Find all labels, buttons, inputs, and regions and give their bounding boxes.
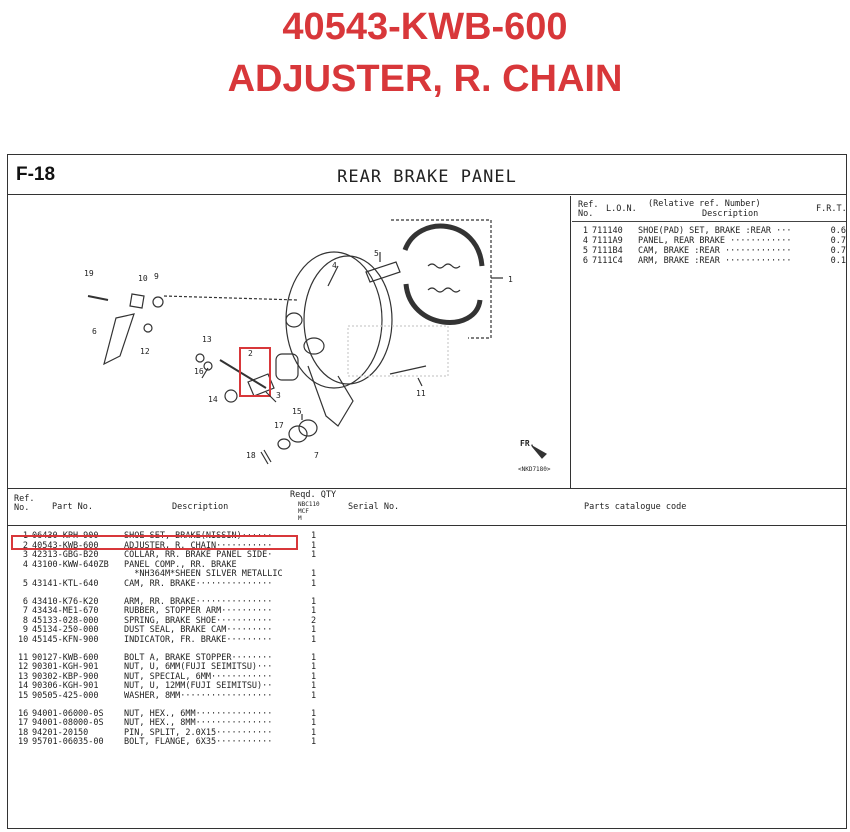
frt-cell-frt: 0.6: [830, 226, 846, 236]
frt-row: [578, 256, 846, 266]
frt-cell-ref: 4: [582, 236, 588, 246]
row-cell-ds: ARM, RR. BRAKE···············: [124, 596, 273, 607]
callout-18: 18: [246, 451, 256, 460]
row-cell-no: 8: [22, 615, 28, 626]
catalogue-code-header: Parts catalogue code: [584, 502, 687, 512]
callout-7: 7: [314, 451, 319, 460]
table-row[interactable]: [18, 550, 338, 560]
row-cell-qt: 1: [311, 681, 317, 692]
row-cell-qt: 1: [311, 606, 317, 617]
table-row[interactable]: [18, 560, 338, 570]
row-cell-ds: NUT, HEX., 8MM···············: [124, 718, 273, 729]
row-cell-ds: *NH364M*SHEEN SILVER METALLIC: [124, 569, 283, 580]
brake-panel-drum: [286, 252, 382, 388]
row-cell-pn: 43100-KWW-640ZB: [32, 559, 109, 570]
frt-cell-ref: 6: [582, 256, 588, 266]
row-cell-pn: 45133-028-000: [32, 615, 99, 626]
row-cell-qt: 2: [311, 615, 317, 626]
row-cell-pn: 94001-06000-0S: [32, 708, 104, 719]
frt-lon-header: L.O.N.: [606, 204, 637, 214]
table-row[interactable]: [18, 569, 338, 579]
panel-titlebar: [8, 155, 846, 195]
callout-4: 4: [332, 261, 337, 270]
row-cell-qt: 1: [311, 635, 317, 645]
table-row[interactable]: [18, 728, 338, 738]
table-row[interactable]: [18, 709, 338, 719]
row-cell-pn: 06430-KPH-900: [32, 531, 99, 541]
row-cell-no: 9: [22, 625, 28, 636]
brake-arm: [104, 314, 134, 364]
row-cell-ds: DUST SEAL, BRAKE CAM·········: [124, 625, 273, 636]
hex-nut-8mm: [278, 439, 290, 449]
frt-cell-lon: 7111B4: [592, 246, 623, 256]
leader-lines: [202, 252, 503, 420]
row-cell-no: 5: [22, 579, 28, 589]
panel-stopper-arm: [308, 366, 353, 426]
frt-cell-lon: 7111C4: [592, 256, 623, 266]
ref-no-header: Ref. No.: [14, 494, 35, 513]
frt-cell-ref: 5: [582, 246, 588, 256]
row-cell-pn: 90302-KBP-900: [32, 671, 99, 682]
frt-desc-top-header: (Relative ref. Number): [648, 199, 761, 209]
callout-9: 9: [154, 272, 159, 281]
qty-header: Reqd. QTY: [290, 490, 337, 500]
brake-indicator: [130, 294, 144, 308]
row-cell-ds: BOLT, FLANGE, 6X35···········: [124, 737, 273, 748]
table-row[interactable]: [18, 737, 338, 747]
row-cell-ds: NUT, U, 12MM(FUJI SEIMITSU)··: [124, 681, 273, 692]
row-cell-no: 11: [18, 652, 29, 663]
serial-no-header: Serial No.: [348, 502, 400, 512]
row-cell-ds: PIN, SPLIT, 2.0X15···········: [124, 727, 273, 738]
row-cell-no: 4: [22, 559, 28, 570]
row-cell-no: 19: [18, 737, 29, 748]
split-pin: [261, 450, 271, 464]
u-nut-12mm: [225, 390, 237, 402]
callout-16: 16: [194, 367, 204, 376]
figure-number: F-18: [16, 164, 56, 185]
row-cell-pn: 45134-250-000: [32, 625, 99, 636]
row-cell-pn: 90301-KGH-901: [32, 662, 99, 673]
row-cell-qt: 1: [311, 625, 317, 636]
exploded-diagram: [8, 196, 571, 488]
row-cell-ds: SHOE SET, BRAKE(NISSIN)······: [124, 531, 273, 541]
row-cell-pn: 45145-KFN-900: [32, 635, 99, 645]
part-number-heading: 40543-KWB-600: [282, 6, 568, 48]
row-cell-qt: 1: [311, 662, 317, 673]
model-header: NBC110 MCF M: [298, 501, 320, 522]
cam-axis-line: [164, 296, 298, 300]
shoe-spring-8: [428, 264, 460, 268]
catalogue-panel: [7, 154, 847, 829]
row-cell-pn: 94001-08000-0S: [32, 718, 104, 729]
table-row[interactable]: [18, 672, 338, 682]
row-cell-pn: 43410-K76-K20: [32, 596, 99, 607]
diagram-svg: [8, 196, 571, 488]
frt-cell-desc: SHOE(PAD) SET, BRAKE :REAR ···: [638, 226, 792, 236]
frt-desc-header: Description: [702, 209, 759, 219]
row-cell-pn: 90505-425-000: [32, 691, 99, 701]
row-cell-qt: 1: [311, 569, 317, 580]
panel-hub: [304, 338, 324, 354]
callout-14: 14: [208, 395, 218, 404]
table-row[interactable]: [18, 579, 338, 589]
row-cell-qt: 1: [311, 727, 317, 738]
row-cell-pn: 90127-KWB-600: [32, 652, 99, 663]
wheel-hatch: [348, 326, 448, 376]
row-cell-no: 17: [18, 718, 29, 729]
table-row[interactable]: [18, 597, 338, 607]
dust-seal: [153, 297, 163, 307]
row-cell-ds: INDICATOR, FR. BRAKE·········: [124, 635, 273, 645]
row-cell-qt: 1: [311, 540, 317, 551]
callout-17: 17: [274, 421, 284, 430]
table-row[interactable]: [18, 691, 338, 701]
callout-3: 3: [276, 391, 281, 400]
row-cell-no: 6: [22, 596, 28, 607]
callout-5: 5: [374, 249, 379, 258]
frt-cell-ref: 1: [582, 226, 588, 236]
row-cell-pn: 43141-KTL-640: [32, 579, 99, 589]
part-no-header: Part No.: [52, 502, 93, 512]
special-nut: [196, 354, 204, 362]
table-row[interactable]: [18, 662, 338, 672]
row-cell-qt: 1: [311, 596, 317, 607]
parts-table-header: [8, 488, 846, 526]
row-cell-no: 15: [18, 691, 29, 701]
row-cell-ds: CAM, RR. BRAKE···············: [124, 579, 273, 589]
washer: [289, 426, 307, 442]
row-cell-ds: RUBBER, STOPPER ARM··········: [124, 606, 273, 617]
table-row[interactable]: [18, 653, 338, 663]
description-header: Description: [172, 502, 229, 512]
brake-shoe-upper: [405, 226, 482, 266]
row-cell-ds: NUT, U, 6MM(FUJI SEIMITSU)···: [124, 662, 273, 673]
table-row[interactable]: [18, 625, 338, 635]
row-cell-qt: 1: [311, 718, 317, 729]
row-cell-qt: 1: [311, 652, 317, 663]
chain-adjuster: [220, 360, 266, 388]
frt-cell-frt: 0.7: [830, 236, 846, 246]
row-cell-ds: SPRING, BRAKE SHOE···········: [124, 615, 273, 626]
row-cell-pn: 94201-20150: [32, 727, 89, 738]
row-cell-qt: 1: [311, 671, 317, 682]
frt-row: [578, 236, 846, 246]
row-cell-qt: 1: [311, 579, 317, 589]
frt-row: [578, 246, 846, 256]
row-cell-pn: 43434-ME1-670: [32, 606, 99, 617]
callout-11: 11: [416, 389, 426, 398]
front-label: FR.: [520, 439, 535, 448]
row-cell-no: 2: [22, 540, 28, 551]
brake-shoe-lower: [406, 284, 480, 322]
stopper-bolt: [390, 366, 426, 374]
row-cell-qt: 1: [311, 550, 317, 561]
row-cell-ds: NUT, SPECIAL, 6MM············: [124, 671, 273, 682]
row-cell-no: 18: [18, 727, 29, 738]
frt-cell-desc: ARM, BRAKE :REAR ·············: [638, 256, 792, 266]
row-cell-ds: PANEL COMP., RR. BRAKE: [124, 559, 237, 570]
frt-row: [578, 226, 846, 236]
panel-cam-hole: [286, 313, 302, 327]
part-name-heading: ADJUSTER, R. CHAIN: [227, 58, 623, 100]
u-nut-6mm: [144, 324, 152, 332]
callout-12: 12: [140, 347, 150, 356]
row-cell-qt: 1: [311, 708, 317, 719]
row-cell-no: 3: [22, 550, 28, 561]
row-cell-qt: 1: [311, 531, 317, 541]
shoe-spring: [428, 288, 460, 292]
frt-header: [572, 196, 846, 222]
row-cell-no: 1: [22, 531, 28, 541]
frt-table: [572, 196, 846, 488]
row-cell-pn: 95701-06035-00: [32, 737, 104, 748]
row-cell-no: 13: [18, 671, 29, 682]
row-cell-ds: ADJUSTER, R. CHAIN···········: [124, 540, 273, 551]
panel-title: REAR BRAKE PANEL: [337, 167, 517, 187]
row-cell-no: 12: [18, 662, 29, 673]
selected-row-highlight: [11, 535, 298, 550]
callout-10: 10: [138, 274, 148, 283]
frt-cell-frt: 0.1: [830, 256, 846, 266]
table-row[interactable]: [18, 616, 338, 626]
row-cell-no: 10: [18, 635, 29, 645]
table-row[interactable]: [18, 681, 338, 691]
callout-6: 6: [92, 327, 97, 336]
flange-bolt: [88, 296, 108, 300]
row-cell-ds: COLLAR, RR. BRAKE PANEL SIDE·: [124, 550, 273, 561]
row-cell-pn: 90306-KGH-901: [32, 681, 99, 692]
frt-cell-desc: PANEL, REAR BRAKE ············: [638, 236, 792, 246]
row-cell-qt: 1: [311, 691, 317, 701]
washer-inner: [299, 420, 317, 436]
row-cell-ds: WASHER, 8MM··················: [124, 691, 273, 701]
row-cell-no: 16: [18, 708, 29, 719]
callout-19: 19: [84, 269, 94, 278]
row-cell-no: 14: [18, 681, 29, 692]
frt-ref-header: Ref. No.: [578, 200, 599, 219]
row-cell-pn: 40543-KWB-600: [32, 540, 99, 551]
table-row[interactable]: [18, 635, 338, 645]
frt-frt-header: F.R.T.: [816, 204, 847, 214]
table-row[interactable]: [18, 606, 338, 616]
callout-1: 1: [508, 275, 513, 284]
frt-cell-lon: 7111A9: [592, 236, 623, 246]
row-cell-no: 7: [22, 606, 28, 617]
callout-13: 13: [202, 335, 212, 344]
illustration-code: <NKD7180>: [518, 466, 551, 473]
row-cell-ds: NUT, HEX., 6MM···············: [124, 708, 273, 719]
row-cell-pn: 42313-GBG-B20: [32, 550, 99, 561]
callout-15: 15: [292, 407, 302, 416]
frt-cell-lon: 711140: [592, 226, 623, 236]
frt-cell-desc: CAM, BRAKE :REAR ·············: [638, 246, 792, 256]
frt-cell-frt: 0.7: [830, 246, 846, 256]
row-cell-qt: 1: [311, 737, 317, 748]
row-cell-ds: BOLT A, BRAKE STOPPER········: [124, 652, 273, 663]
callout-2: 2: [248, 349, 253, 358]
table-row[interactable]: [18, 718, 338, 728]
